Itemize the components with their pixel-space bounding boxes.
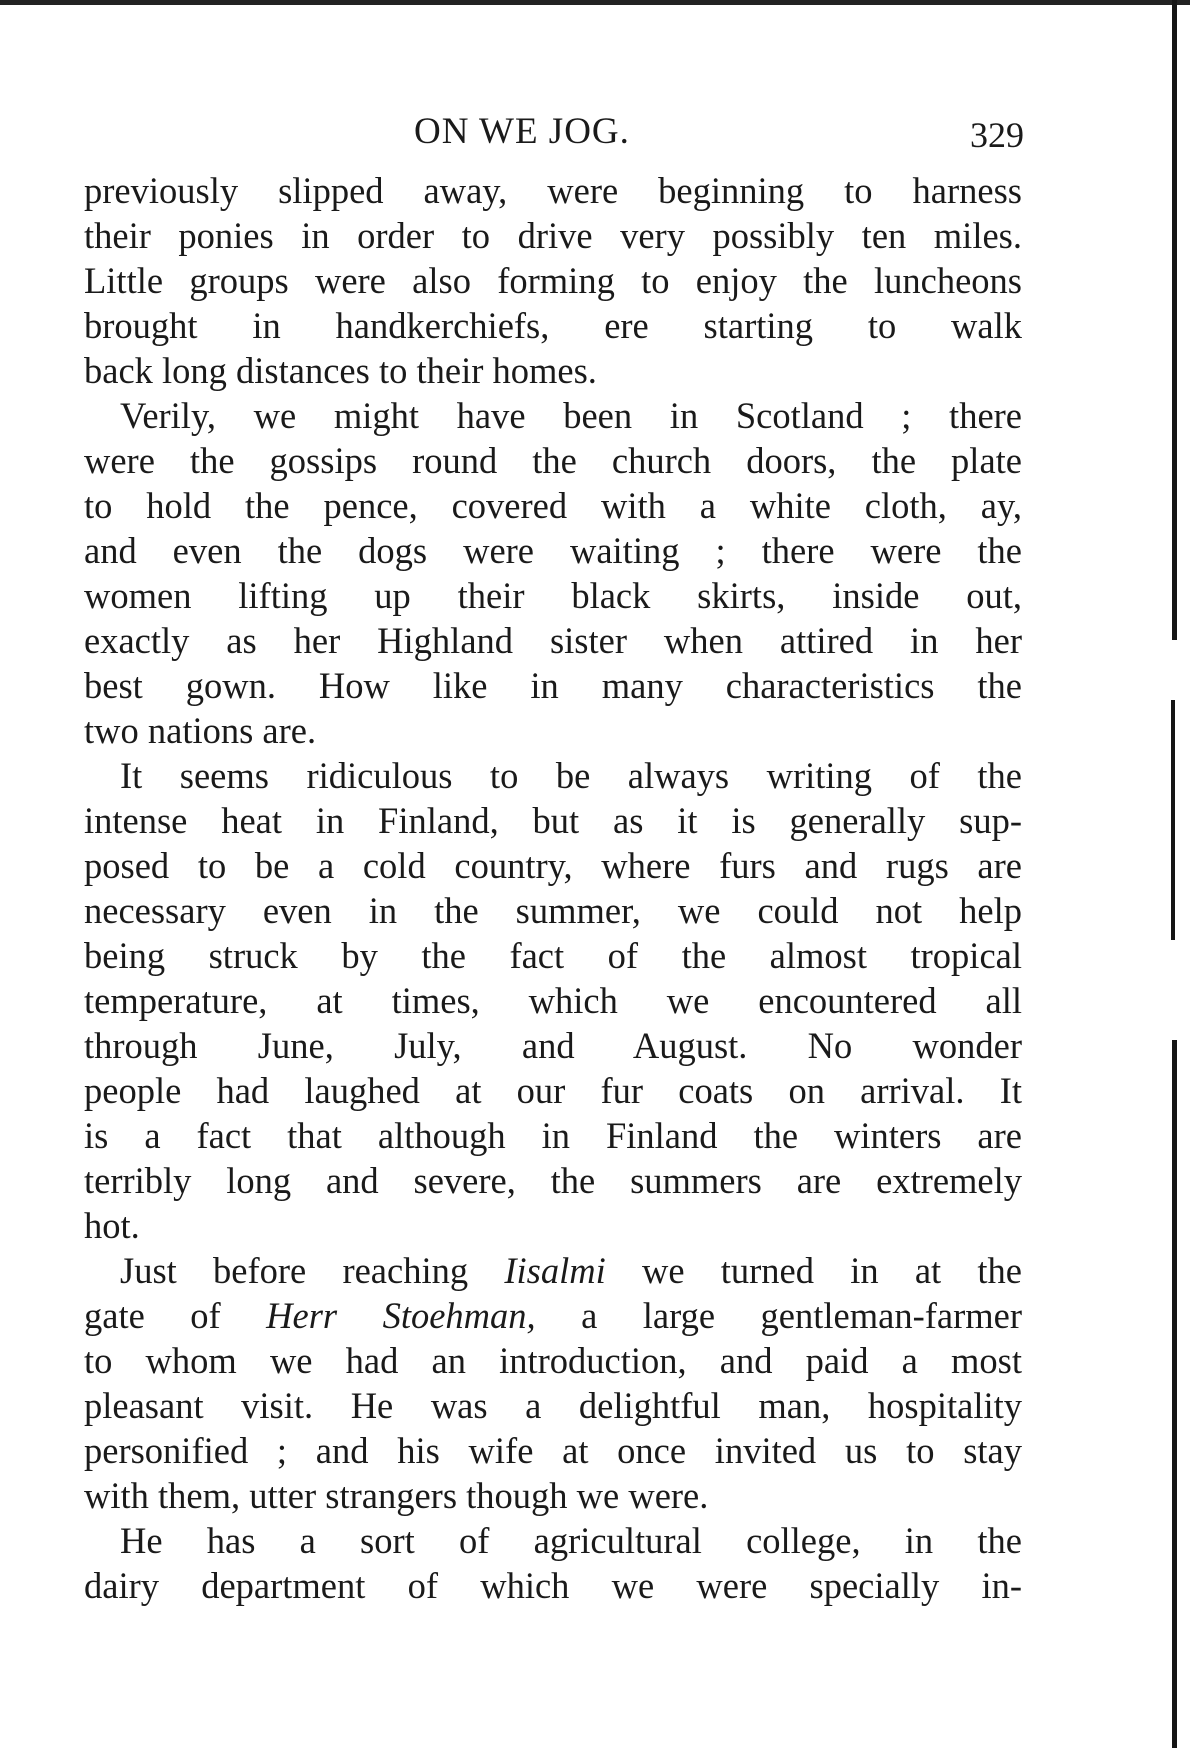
text-line: pleasant visit. He was a delightful man, hospitality [84, 1385, 1022, 1426]
text-line: temperature, at times, which we encountered all [84, 980, 1022, 1021]
text-line: women lifting up their black skirts, inside out, [84, 575, 1022, 616]
text-line [84, 1248, 1022, 1293]
text-line [84, 1293, 1022, 1338]
page-number: 329 [970, 115, 1024, 155]
text-line: with them, utter strangers though we were. [84, 1475, 709, 1516]
text-line: and even the dogs were waiting ; there were the [84, 530, 1022, 571]
text-line: people had laughed at our fur coats on arrival. It [84, 1070, 1022, 1111]
text-line: terribly long and severe, the summers are extremely [84, 1160, 1022, 1201]
text-line: personified ; and his wife at once invited us to stay [84, 1430, 1022, 1471]
text-line: It seems ridiculous to be always writing of the [120, 755, 1022, 796]
text-line: Little groups were also forming to enjoy the luncheons [84, 260, 1022, 301]
text-line: He has a sort of agricultural college, in the [120, 1520, 1022, 1561]
text-line: through June, July, and August. No wonder [84, 1025, 1022, 1066]
text-line: previously slipped away, were beginning to harness [84, 170, 1022, 211]
text-line: were the gossips round the church doors, the plate [84, 440, 1022, 481]
text-line: best gown. How like in many characteristics the [84, 665, 1022, 706]
running-head: ON WE JOG. [414, 111, 630, 152]
text-line: brought in handkerchiefs, ere starting to walk [84, 305, 1022, 346]
paragraph-2 [84, 393, 1022, 753]
text-run: Just before reaching [120, 1250, 505, 1291]
person-name-stoehman: Herr Stoehman, [266, 1295, 536, 1336]
text-line: posed to be a cold country, where furs and rugs are [84, 845, 1022, 886]
paragraph-4 [84, 1248, 1022, 1518]
text-line: hot. [84, 1205, 140, 1246]
text-run: gate of [84, 1295, 267, 1336]
top-border-rule [0, 0, 1190, 5]
text-line: Verily, we might have been in Scotland ; there [120, 395, 1022, 436]
body-text [84, 168, 1022, 1608]
text-line: necessary even in the summer, we could not help [84, 890, 1022, 931]
text-line: to hold the pence, covered with a white cloth, ay, [84, 485, 1022, 526]
place-name-iisalmi: Iisalmi [504, 1250, 606, 1291]
text-line: two nations are. [84, 710, 317, 751]
text-line: to whom we had an introduction, and paid a most [84, 1340, 1022, 1381]
paragraph-5 [84, 1518, 1022, 1608]
text-line: exactly as her Highland sister when attired in her [84, 620, 1022, 661]
page-edge-shadow [1168, 0, 1180, 1748]
text-line: back long distances to their homes. [84, 350, 597, 391]
paragraph-1 [84, 168, 1022, 393]
text-line: intense heat in Finland, but as it is generally sup- [84, 800, 1022, 841]
text-line: dairy department of which we were specially in- [84, 1565, 1022, 1606]
text-line: their ponies in order to drive very possibly ten miles. [84, 215, 1022, 256]
text-line: being struck by the fact of the almost tropical [84, 935, 1022, 976]
paragraph-3 [84, 753, 1022, 1248]
text-run: a large gentleman-farmer [535, 1295, 1022, 1336]
text-run: we turned in at the [605, 1250, 1022, 1291]
text-line: is a fact that although in Finland the winters are [84, 1115, 1022, 1156]
page-header [84, 110, 1024, 160]
